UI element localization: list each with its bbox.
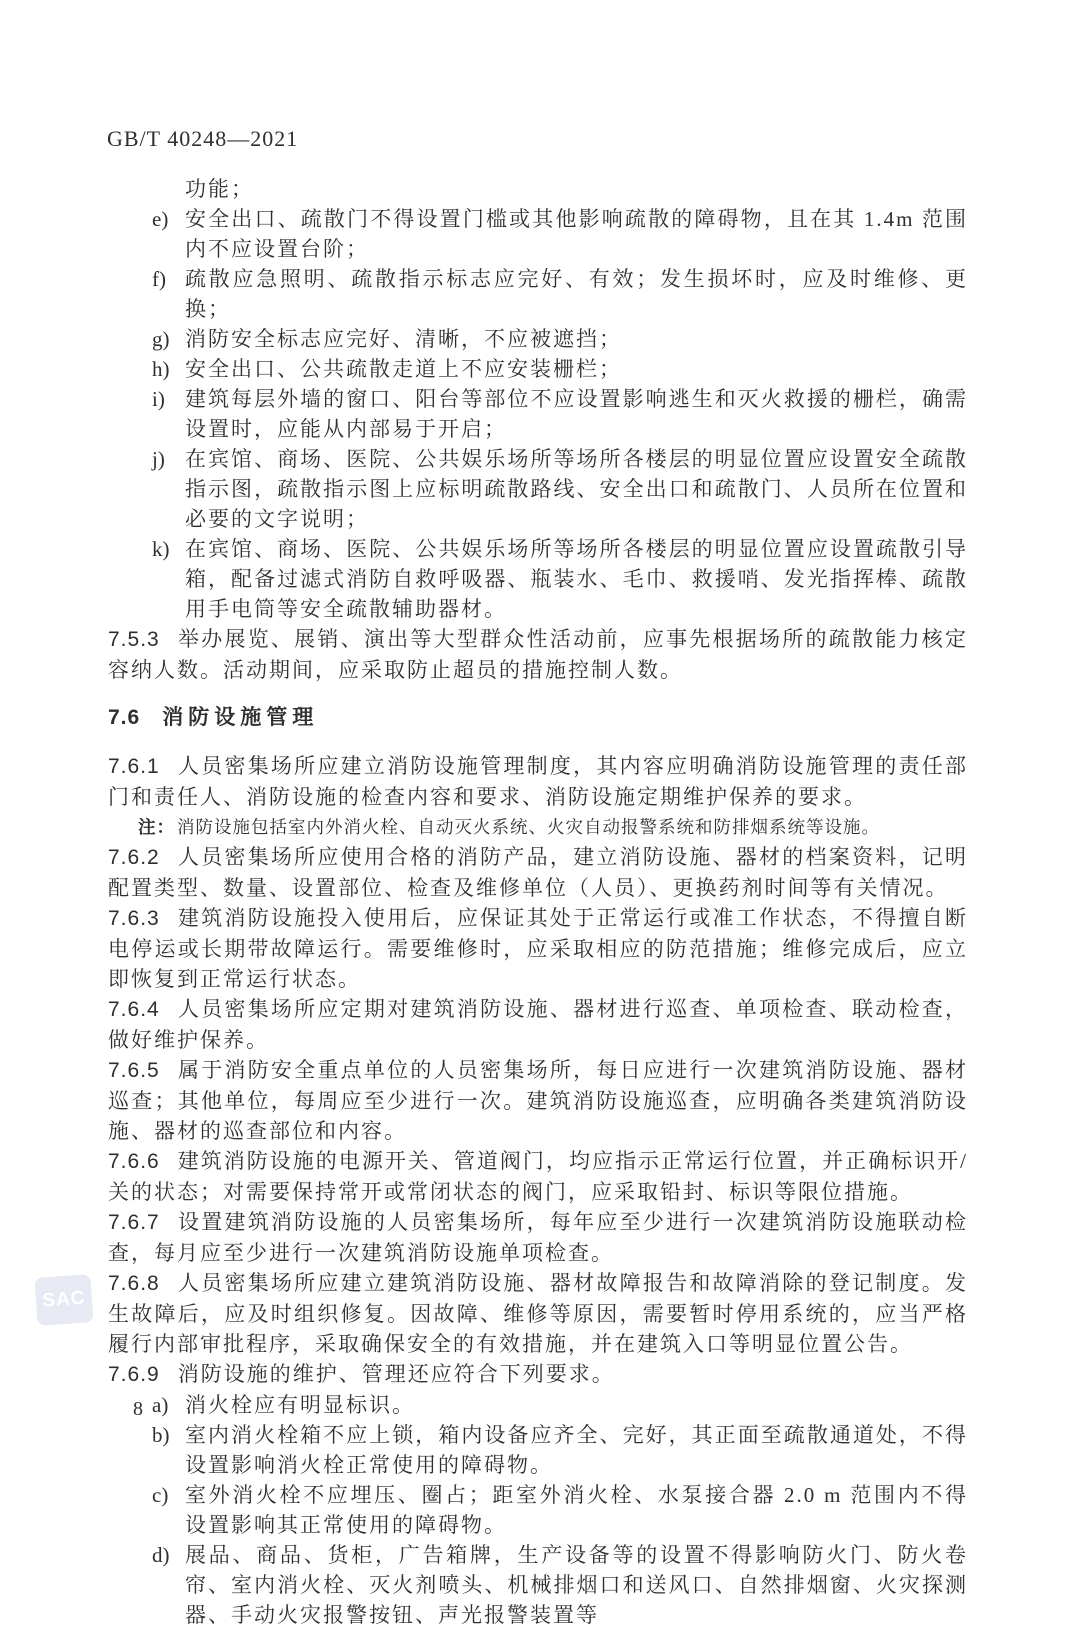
list-item-f-label: f) — [152, 267, 166, 291]
list-item-i-text: 建筑每层外墙的窗口、阳台等部位不应设置影响逃生和灭火救援的栅栏，确需设置时，应能从内部易于开启； — [185, 387, 968, 441]
clause-7-5-3-label: 7.5.3 — [108, 628, 160, 651]
clause-7-6-4: 7.6.4 人员密集场所应定期对建筑消防设施、器材进行巡查、单项检查、联动检查，做好维护保养。 — [108, 997, 968, 1052]
list-item-i — [108, 384, 968, 444]
list-item-h-text: 安全出口、公共疏散走道上不应安装栅栏； — [185, 357, 622, 381]
clause-7-6-2: 7.6.2 人员密集场所应使用合格的消防产品，建立消防设施、器材的档案资料，记明配置类型、数量、设置部位、检查及维修单位（人员）、更换药剂时间等有关情况。 — [108, 845, 968, 900]
list-item-d-text: 展品、商品、货柜，广告箱牌，生产设备等的设置不得影响防火门、防火卷帘、室内消火栓、灭火剂喷头、机械排烟口和送风口、自然排烟窗、火灾探测器、手动火灾报警按钮、声光报警装置等 — [185, 1543, 968, 1627]
list-item-f — [108, 264, 968, 324]
list-item-k-text: 在宾馆、商场、医院、公共娱乐场所等场所各楼层的明显位置应设置疏散引导箱，配备过滤式消防自救呼吸器、瓶装水、毛巾、救援哨、发光指挥棒、疏散用手电筒等安全疏散辅助器材。 — [185, 537, 968, 621]
note-7-6-1: 注： 消防设施包括室内外消火栓、自动灭火系统、火灾自动报警系统和防排烟系统等设施。 — [138, 817, 880, 837]
standard-number: GB/T 40248—2021 — [107, 126, 299, 151]
list-item-b-label: b) — [152, 1423, 170, 1447]
list-item-c-text: 室外消火栓不应埋压、圈占；距室外消火栓、水泵接合器 2.0 m 范围内不得设置影响其正常使用的障碍物。 — [185, 1483, 968, 1537]
section-heading-7-6 — [108, 703, 968, 733]
clause-7-6-9-label: 7.6.9 — [108, 1363, 160, 1386]
list-item-k — [108, 534, 968, 624]
page-number: 8 — [133, 1398, 143, 1420]
list-item-g-text: 消防安全标志应完好、清晰，不应被遮挡； — [185, 327, 622, 351]
list-item-c — [108, 1480, 968, 1540]
paragraph-continuation-d: 功能； — [185, 177, 254, 201]
clause-7-5-3: 7.5.3 举办展览、展销、演出等大型群众性活动前，应事先根据场所的疏散能力核定容纳人数。活动期间，应采取防止超员的措施控制人数。 — [108, 627, 968, 682]
list-item-e — [108, 204, 968, 264]
clause-7-6-3: 7.6.3 建筑消防设施投入使用后，应保证其处于正常运行或准工作状态，不得擅自断电停运或长期带故障运行。需要维修时，应采取相应的防范措施；维修完成后，应立即恢复到正常运行状态。 — [108, 906, 968, 991]
clause-7-6-2-label: 7.6.2 — [108, 846, 160, 869]
list-item-f-text: 疏散应急照明、疏散指示标志应完好、有效；发生损坏时，应及时维修、更换； — [185, 267, 968, 321]
list-item-a-label: a) — [152, 1393, 169, 1417]
section-heading-7-6-title: 消防设施管理 — [162, 706, 319, 729]
list-item-b-text: 室内消火栓箱不应上锁，箱内设备应齐全、完好，其正面至疏散通道处，不得设置影响消火栓正常使用的障碍物。 — [185, 1423, 968, 1477]
clause-7-6-5: 7.6.5 属于消防安全重点单位的人员密集场所，每日应进行一次建筑消防设施、器材巡查；其他单位，每周应至少进行一次。建筑消防设施巡查，应明确各类建筑消防设施、器材的巡查部位和内容。 — [108, 1058, 968, 1143]
list-item-j-label: j) — [152, 447, 165, 471]
list-item-g — [108, 324, 968, 354]
clause-7-6-3-label: 7.6.3 — [108, 907, 160, 930]
list-item-i-label: i) — [152, 387, 165, 411]
clause-7-6-1: 7.6.1 人员密集场所应建立消防设施管理制度，其内容应明确消防设施管理的责任部门和责任人、消防设施的检查内容和要求、消防设施定期维护保养的要求。 — [108, 754, 968, 809]
list-item-k-label: k) — [152, 537, 170, 561]
list-item-h-label: h) — [152, 357, 170, 381]
sac-logo-text: SAC — [41, 1287, 87, 1312]
list-item-b — [108, 1420, 968, 1480]
note-7-6-1-label: 注： — [138, 817, 175, 837]
clause-7-6-7: 7.6.7 设置建筑消防设施的人员密集场所，每年应至少进行一次建筑消防设施联动检查，每月应至少进行一次建筑消防设施单项检查。 — [108, 1210, 968, 1265]
list-item-a — [108, 1390, 968, 1420]
sac-logo-watermark — [34, 1274, 93, 1326]
clause-7-6-1-label: 7.6.1 — [108, 755, 160, 778]
clause-7-6-8: 7.6.8 人员密集场所应建立建筑消防设施、器材故障报告和故障消除的登记制度。发生故障后，应及时组织修复。因故障、维修等原因，需要暂时停用系统的，应当严格履行内部审批程序，采取确保安全的有效措施，并在建筑入口等明显位置公告。 — [108, 1271, 968, 1356]
clause-7-6-7-label: 7.6.7 — [108, 1211, 160, 1234]
list-item-d-label: d) — [152, 1543, 170, 1567]
list-item-h — [108, 354, 968, 384]
list-item-e-text: 安全出口、疏散门不得设置门槛或其他影响疏散的障碍物，且在其 1.4m 范围内不应设置台阶； — [185, 207, 968, 261]
list-item-a-text: 消火栓应有明显标识。 — [185, 1393, 415, 1417]
clause-7-6-5-label: 7.6.5 — [108, 1059, 160, 1082]
list-item-j — [108, 444, 968, 534]
clause-7-6-4-label: 7.6.4 — [108, 998, 160, 1021]
section-heading-7-6-label: 7.6 — [108, 706, 141, 729]
clause-7-6-6: 7.6.6 建筑消防设施的电源开关、管道阀门，均应指示正常运行位置，并正确标识开/关的状态；对需要保持常开或常闭状态的阀门，应采取铅封、标识等限位措施。 — [108, 1149, 968, 1204]
clause-7-6-8-label: 7.6.8 — [108, 1272, 160, 1295]
document-content — [108, 174, 968, 1630]
clause-7-6-9: 7.6.9 消防设施的维护、管理还应符合下列要求。 — [108, 1362, 615, 1386]
clause-7-6-6-label: 7.6.6 — [108, 1150, 160, 1173]
list-item-g-label: g) — [152, 327, 170, 351]
list-item-e-label: e) — [152, 207, 169, 231]
list-item-c-label: c) — [152, 1483, 169, 1507]
list-item-j-text: 在宾馆、商场、医院、公共娱乐场所等场所各楼层的明显位置应设置安全疏散指示图，疏散指示图上应标明疏散路线、安全出口和疏散门、人员所在位置和必要的文字说明； — [185, 447, 968, 531]
list-item-d — [108, 1540, 968, 1630]
